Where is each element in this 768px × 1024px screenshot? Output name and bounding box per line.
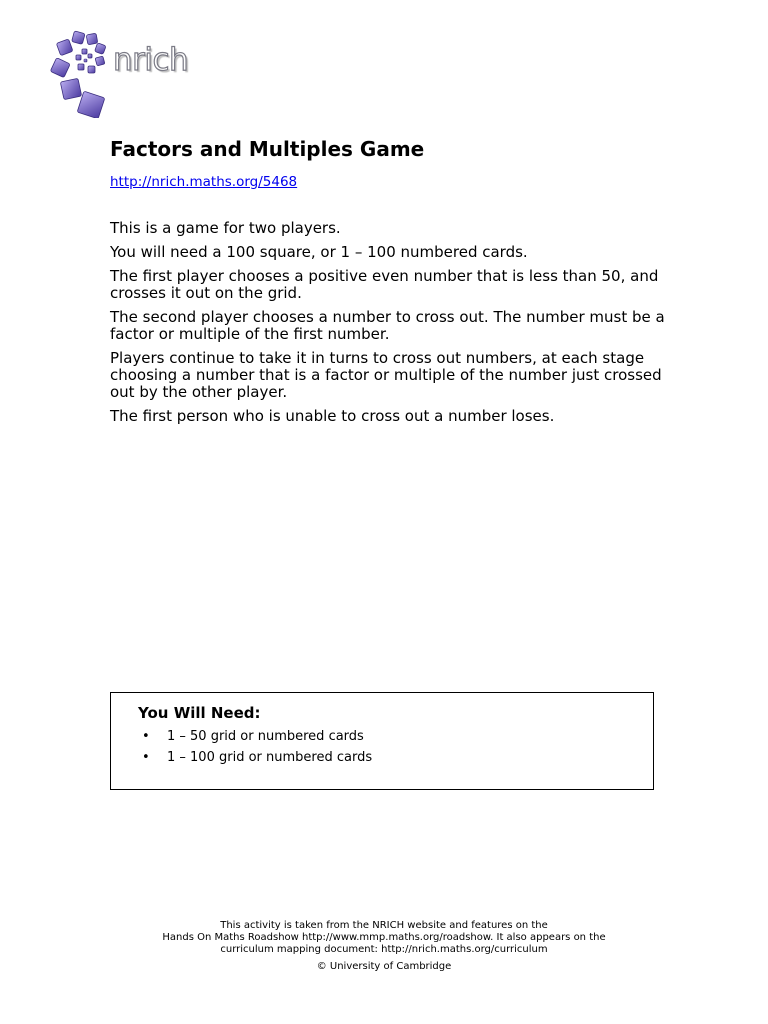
copyright: © University of Cambridge bbox=[316, 961, 452, 972]
paragraph: Players continue to take it in turns to cross out numbers, at each stage choosing a number that is a factor or multiple of the number just crossed out by the other player. bbox=[110, 349, 662, 401]
you-will-need-heading: You Will Need: bbox=[138, 704, 261, 722]
list-item bbox=[138, 729, 372, 744]
materials-list bbox=[138, 729, 372, 771]
nrich-logo bbox=[50, 28, 210, 118]
bullet-icon: • bbox=[142, 729, 150, 744]
paragraph: The first player chooses a positive even number that is less than 50, and crosses it out on the grid. bbox=[110, 267, 659, 302]
footer-line: This activity is taken from the NRICH website and features on the bbox=[220, 920, 548, 931]
paragraph: The first person who is unable to cross out a number loses. bbox=[110, 407, 555, 425]
list-item-label: 1 – 50 grid or numbered cards bbox=[167, 729, 364, 744]
page-title: Factors and Multiples Game bbox=[110, 137, 425, 161]
paragraph: This is a game for two players. bbox=[110, 219, 341, 237]
list-item-label: 1 – 100 grid or numbered cards bbox=[167, 750, 373, 765]
instructions bbox=[110, 220, 670, 432]
footer-line: Hands On Maths Roadshow http://www.mmp.maths.org/roadshow. It also appears on the bbox=[162, 932, 606, 943]
bullet-icon: • bbox=[142, 750, 150, 765]
spiral-squares-icon bbox=[50, 28, 120, 118]
paragraph: The second player chooses a number to cross out. The number must be a factor or multiple of the first number. bbox=[110, 308, 665, 343]
list-item bbox=[138, 750, 372, 765]
you-will-need-box bbox=[110, 692, 654, 790]
logo-wordmark: nrich bbox=[113, 42, 189, 78]
activity-link[interactable]: http://nrich.maths.org/5468 bbox=[110, 174, 298, 190]
footer-line: curriculum mapping document: http://nrich.maths.org/curriculum bbox=[220, 944, 548, 955]
footer-note bbox=[0, 920, 768, 956]
paragraph: You will need a 100 square, or 1 – 100 numbered cards. bbox=[110, 243, 528, 261]
